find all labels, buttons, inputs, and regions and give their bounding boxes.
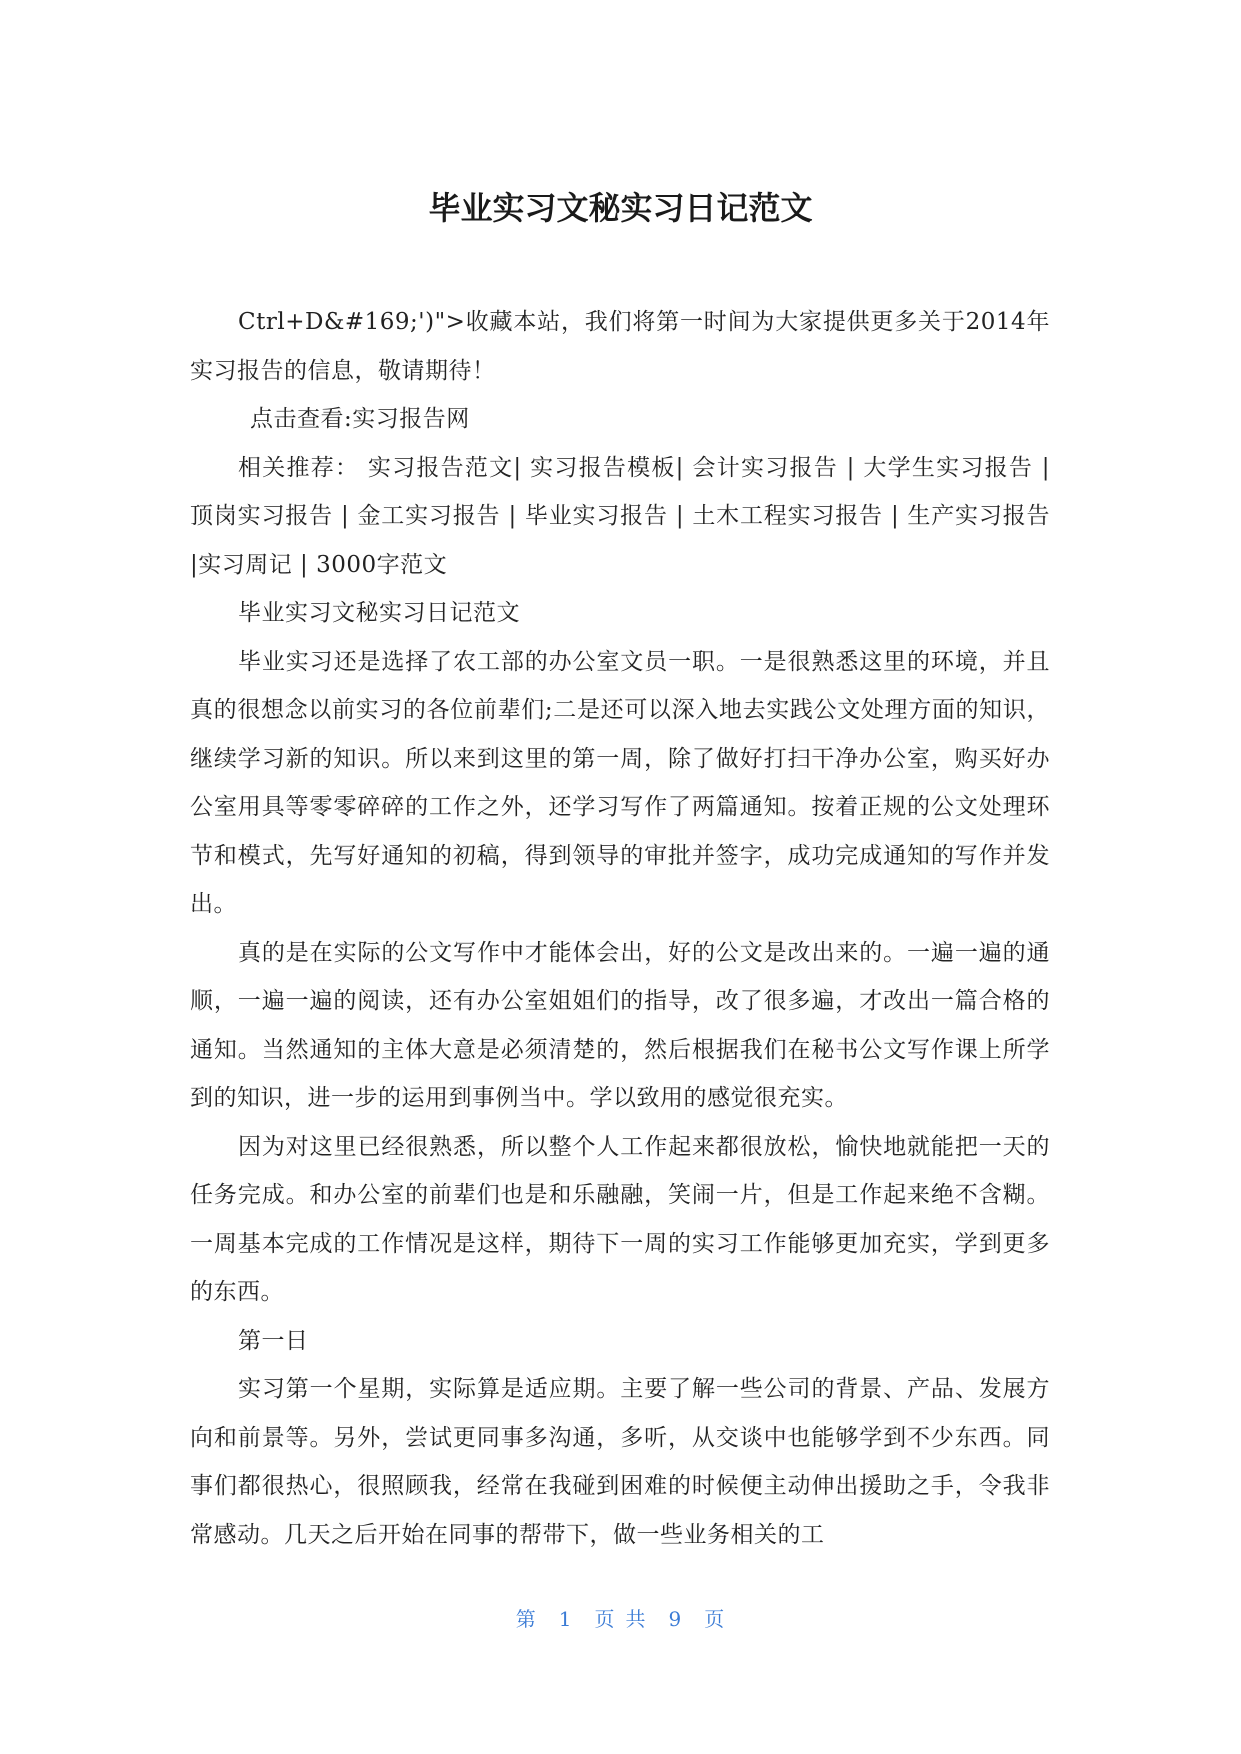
document-title: 毕业实习文秘实习日记范文 [428,189,813,227]
page-number-footer [0,1604,1241,1634]
paragraph-body: 实习第一个星期，实际算是适应期。主要了解一些公司的背景、产品、发展方向和前景等。另外，尝试更同事多沟通，多听，从交谈中也能够学到不少东西。同事们都很热心，很照顾我，经常在我碰到困难的时候便主动伸出援助之手，令我非常感动。几天之后开始在同事的帮带下，做一些业务相关的工 [190,1376,1050,1548]
paragraph-subtitle: 毕业实习文秘实习日记范文 [238,600,520,626]
footer-current-page: 1 [558,1607,573,1631]
paragraph-day-heading: 第一日 [238,1327,309,1354]
paragraph-body: 真的是在实际的公文写作中才能体会出，好的公文是改出来的。一遍一遍的通顺，一遍一遍的阅读，还有办公室姐姐们的指导，改了很多遍，才改出一篇合格的通知。当然通知的主体大意是必须清楚的，然后根据我们在秘书公文写作课上所学到的知识，进一步的运用到事例当中。学以致用的感觉很充实。 [190,939,1050,1111]
footer-label-pages-suffix: 页 [704,1607,726,1631]
footer-total-pages: 9 [668,1607,683,1631]
paragraph-bookmark-notice: Ctrl+D&#169;')">收藏本站，我们将第一时间为大家提供更多关于2014年实习报告的信息，敬请期待！ [190,309,1050,384]
footer-label-of: 页 [594,1607,616,1631]
paragraph-body: 毕业实习还是选择了农工部的办公室文员一职。一是很熟悉这里的环境，并且真的很想念以前实习的各位前辈们;二是还可以深入地去实践公文处理方面的知识，继续学习新的知识。所以来到这里的第一周，除了做好打扫干净办公室，购买好办公室用具等零零碎碎的工作之外，还学习写作了两篇通知。按着正规的公文处理环节和模式，先写好通知的初稿，得到领导的审批并签字，成功完成通知的写作并发出。 [190,648,1050,917]
footer-label-total: 共 [625,1607,647,1631]
paragraph-click-view: 点击查看:实习报告网 [250,406,470,432]
paragraph-related-links: 相关推荐： 实习报告范文| 实习报告模板| 会计实习报告 | 大学生实习报告 | 顶岗实习报告 | 金工实习报告 | 毕业实习报告 | 土木工程实习报告 | 生产实习报告 |实习周记 | 3000字范文 [190,454,1050,578]
footer-label-page: 第 [515,1607,537,1631]
document-body [190,298,1050,1559]
paragraph-body: 因为对这里已经很熟悉，所以整个人工作起来都很放松，愉快地就能把一天的任务完成。和办公室的前辈们也是和乐融融，笑闹一片，但是工作起来绝不含糊。一周基本完成的工作情况是这样，期待下一周的实习工作能够更加充实，学到更多的东西。 [190,1133,1050,1305]
